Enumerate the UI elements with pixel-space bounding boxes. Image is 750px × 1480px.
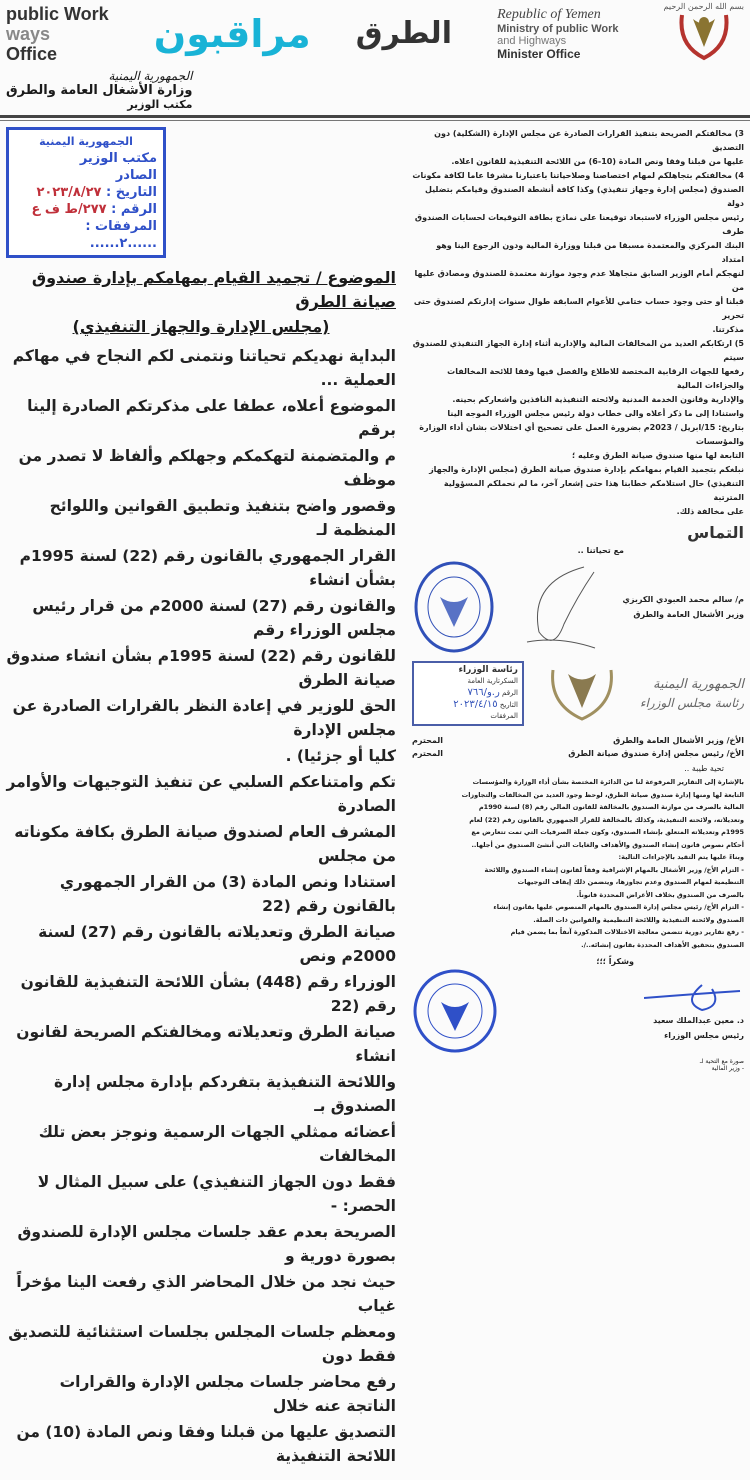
text-line: التابعة لها ومنها إدارة صندوق صيانة الطرق، لوحظ وجود العديد من المخالفات والتجاوزات [461, 790, 744, 799]
letterhead [0, 0, 750, 118]
text-line: عليها من قبلنا وفقا ونص المادة (10-6) من اللائحة التنفيذية للقانون اعلاه. [451, 157, 744, 166]
outgoing-stamp [6, 127, 166, 258]
stamp-text: الصادر [115, 168, 157, 183]
text-line: رفعها للجهات الرقابية المختصة للاطلاع والفصل فيها وفقا للائحة المخالفات والجزاءات المالية [447, 367, 744, 390]
watermark-logo: مراقبون [153, 11, 311, 56]
letter1-signer-name: م/ سالم محمد العبودي الكربزي [622, 595, 744, 604]
stamp-text: السكرتارية العامة [467, 677, 518, 685]
text-line: أعضائه ممثلي الجهات الرسمية ونوجز بعض تلك المخالفات [38, 1123, 396, 1165]
header-ar-block [6, 69, 192, 111]
header-ar-ministry: وزارة الأشغال العامة والطرق [6, 83, 193, 98]
right-letters [412, 127, 744, 1470]
pm-header [640, 677, 744, 710]
text-line: والإدارية وقانون الخدمة المدنية ولائحته التنفيذية النافذين واشعاركم بحينه. [452, 395, 744, 404]
text-line: لنهجكم أمام الوزير السابق متجاهلا عدم وجود موازنة معتمدة للصندوق ومصادق عليها من [414, 269, 744, 292]
value: ٢٧٧/ط ف ع [31, 202, 107, 217]
letter2-signer-title: رئيس مجلس الوزراء [664, 1031, 744, 1040]
letter2-thanks: وشكراً ؛؛؛ [596, 957, 634, 966]
stamp-attachments: المرفقات [490, 712, 518, 720]
subject-line2: (مجلس الإدارة والجهاز التنفيذي) [72, 317, 330, 336]
text-line: قبلنا أو حتى وجود حساب ختامي للأعوام السابقة طوال سنوات إدارتكم لصندوق حتى تحرير [413, 297, 744, 320]
header-fragment: public Work [6, 3, 109, 24]
stamp-text: مكتب الوزير [79, 151, 157, 166]
header-en-ministry2: and Highways [497, 34, 567, 47]
document-collage [0, 121, 750, 1480]
text-line: التنظيمية لمهام الصندوق وعدم تجاوزها، ويتضمن ذلك إيقاف التوجيهات [517, 878, 744, 886]
text-line: فقط دون الجهاز التنفيذي) على سبيل المثال لا الحصر: - [37, 1173, 396, 1215]
text-line: الصريحة بعدم عقد جلسات مجلس الإدارة للصندوق بصورة دورية و [17, 1223, 396, 1265]
text-line: وبناءً عليها يتم التقيد بالإجراءات التالية: [618, 853, 744, 861]
text-line: الصندوق (مجلس إدارة وجهاز تنفيذي) وكذا كافة أنشطة الصندوق وقيامكم بتضليل دولة [425, 185, 744, 208]
text-line: 4) مخالفتكم بتجاهلكم لمهام اختصاصنا وصلاحياتنا باعتبارنا مشرفا عاما لكافة مكونات [412, 171, 744, 180]
header-overlay-word: الطرق [355, 16, 452, 51]
label: التاريخ [499, 701, 518, 709]
subject-line: الموضوع / تجميد القيام بمهامكم بإدارة صندوق صيانة الطرق [31, 268, 396, 311]
text-line: بتاريخ: 15/ابريل / 2023م بضرورة العمل على تصحيح أي اختلالات بشان أداء الوزارة والمؤسسات [419, 423, 744, 446]
letter2-signer-name: د. معين عبدالملك سعيد [653, 1016, 744, 1025]
text-line: الموضوع أعلاه، عطفا على مذكرتكم الصادرة إلينا برقم [27, 397, 396, 439]
stamp-date [418, 699, 518, 711]
header-en-office: Minister Office [497, 46, 581, 61]
pm-office: رئاسة مجلس الوزراء [639, 696, 744, 710]
letter2-signature-block [412, 968, 744, 1054]
value: ر.و/٧٦٦ [467, 687, 500, 698]
text-line: ومعظم جلسات المجلس بجلسات استثنائية للتصديق فقط دون [8, 1323, 396, 1365]
ministry-seal-icon [412, 559, 496, 655]
value: ......٢...... [89, 236, 157, 251]
text-line: م والمتضمنة لتهكمكم وجهلكم وألفاظ لا تصدر من موظف [18, 447, 396, 489]
stamp-number [418, 687, 518, 699]
letter1-signer-title: وزير الأشغال العامة والطرق [633, 610, 744, 619]
greeting: البداية نهديكم تحياتنا ونتمنى لكم النجاح في مهاكم العملية ... [12, 347, 396, 389]
text-line: الصندوق بتحقيق الأهداف المحددة بقانون إنشائه../. [581, 940, 744, 949]
text-line: البنك المركزي والمعتمدة مسبقا من قبلنا ووزارة المالية ودون الرجوع الينا وهو امتداد [436, 241, 744, 264]
text-line: وتعديلاته، ولائحته التنفيذية، وكذلك بالمخالفة للقرار الجمهوري بالقانون رقم (22) لعام [469, 815, 744, 824]
label: الرقم [502, 689, 518, 697]
text-line: والقانون رقم (27) لسنة 2000م من قرار رئيس مجلس الوزراء رقم [32, 597, 396, 639]
text-line: التنفيذي) حال استلامكم خطابنا هذا حتى إشعار آخر، ما لم نحملكم المسؤولية المترتبة [443, 479, 744, 502]
text-line: الوزراء رقم (448) بشأن اللائحة التنفيذية للقانون رقم (22 [20, 973, 396, 1015]
text-line: الصندوق ولائحته التنفيذية واللائحة التنظيمية والقوانين ذات الصلة. [533, 915, 744, 924]
pm-country: الجمهورية اليمنية [652, 677, 744, 692]
copy-recipient: - وزير المالية [711, 1065, 744, 1072]
text-line: وقصور واضح بتنفيذ وتطبيق القوانين واللوائح المنظمة لـ [49, 497, 396, 539]
signature [519, 562, 599, 652]
text-line: رفع محاضر جلسات مجلس الإدارة والقرارات الناتجة عنه خلال [59, 1373, 396, 1415]
text-line: - التزام الأخ/ وزير الأشغال بالمهام الإشرافية وفقاً لقانون إنشاء الصندوق واللائحة [484, 865, 744, 874]
stamp-text: الجمهورية اليمنية [39, 135, 133, 148]
label: المرفقات : [85, 219, 157, 234]
copy-label: صورة مع التحية لـ [699, 1058, 744, 1065]
text-line: حيث نجد من خلال المحاضر الذي رفعت الينا مؤخراً غياب [16, 1273, 396, 1315]
text-line: 3) مخالفتكم الصريحة بتنفيذ القرارات الصادرة عن مجلس الإدارة (الشكلية) دون التصديق [434, 129, 744, 152]
text-line: للقانون رقم (22) لسنة 1995م بشأن انشاء صندوق صيانة الطرق [6, 647, 396, 689]
pm-letterhead-row [412, 661, 744, 726]
stamp-text: رئاسة الوزراء [458, 665, 518, 675]
stamp-number [15, 201, 157, 218]
incoming-stamp [412, 661, 524, 726]
text-line: الحق للوزير في إعادة النظر بالقرارات الصادرة عن مجلس الإدارة [12, 697, 396, 739]
letter2-body [412, 776, 744, 951]
text-line: مذكرتنا. [712, 325, 744, 334]
text-line: - رفع تقارير دورية تتضمن معالجة الاختلالات المذكورة آنفاً بما يضمن قيام [510, 928, 744, 936]
header-en-ministry: Ministry of public Work [497, 22, 619, 35]
background-header-en [6, 4, 109, 64]
letter1-body [412, 127, 744, 519]
letter2-salutation: تحية طيبة .. [684, 764, 724, 773]
header-en-block [497, 7, 618, 61]
letter2-signer [644, 982, 744, 1040]
header-ar-country: الجمهورية اليمنية [108, 69, 193, 83]
text-line: صيانة الطرق وتعديلاته بالقانون رقم (27) لسنة 2000م ونص [38, 923, 396, 965]
signature [644, 982, 744, 1012]
yemen-emblem-icon [549, 666, 615, 722]
left-letter [6, 127, 396, 1470]
text-line: تكم وامتناعكم السلبي عن تنفيذ التوجيهات والأوامر الصادرة [6, 773, 396, 815]
text-line: 1995م وتعديلاته المتعلق بإنشاء الصندوق، وكون جملة الصرفيات التي تمت تتعارض مع [471, 828, 744, 836]
text-line: التصديق عليها من قبلنا وفقا ونص المادة (10) من اللائحة التنفيذية [16, 1423, 396, 1465]
overlay-fragment: التماس [687, 523, 744, 542]
text-line: التابعة لها منها صندوق صيانة الطرق وعليه ؛ [572, 451, 744, 460]
letter2 [412, 736, 744, 1072]
letter2-recipient-row [412, 749, 744, 758]
value: ٢٠٢٣/٤/١٥ [453, 699, 498, 710]
text-line: واستنادا إلى ما ذكر أعلاه والى خطاب دولة رئيس مجلس الوزراء الموجه الينا [447, 409, 744, 418]
value: ٢٠٢٣/٨/٢٧ [36, 185, 102, 200]
text-line: رئيس مجلس الوزراء لاستبعاد توقيعنا على نماذج بطاقة التوقيعات لحسابات الصندوق طرف [414, 213, 744, 236]
text-line: القرار الجمهوري بالقانون رقم (22) لسنة 1995م بشأن انشاء [19, 547, 396, 589]
text-line: 5) ارتكابكم العديد من المخالفات المالية والإدارية أثناء إدارة الجهاز التنفيذي للصندوق سيتم [412, 339, 744, 362]
header-fragment: ways [6, 23, 51, 44]
pm-seal-icon [412, 968, 498, 1054]
header-emblem-block [664, 2, 744, 65]
letter1-closing: مع تحياتنا .. [577, 546, 624, 555]
stamp-date [15, 184, 157, 201]
text-line: بالصرف من الصندوق بخلاف الأغراض المحددة قانوناً. [576, 890, 744, 899]
text-line: أحكام نصوص قانون إنشاء الصندوق والأهداف والغايات التي أنشئ الصندوق من أجلها.. [471, 840, 744, 849]
letter2-recipient1: الأخ/ وزير الأشغال العامة والطرق [613, 736, 744, 745]
letter2-recipient2: الأخ/ رئيس مجلس إدارة صندوق صيانة الطرق [568, 749, 744, 758]
label: الرقم : [111, 202, 157, 217]
text-line: صيانة الطرق وتعديلاته ومخالفتكم الصريحة لقانون انشاء [16, 1023, 396, 1065]
header-en-country: Republic of Yemen [497, 6, 601, 22]
basmala: بسم الله الرحمن الرحيم [663, 2, 744, 11]
text-line: استنادا ونص المادة (3) من القرار الجمهوري بالقانون رقم (22 [59, 873, 396, 915]
letter1-signature-block [412, 559, 744, 655]
text-line: نبلغكم بتجميد القيام بمهامكم بإدارة صندوق صيانة الطرق (مجلس الإدارة والجهاز [429, 465, 744, 474]
text-line: - التزام الأخ/ رئيس مجلس إدارة الصندوق بالمهام المنصوص عليها بقانون إنشاء [493, 903, 744, 911]
label: التاريخ : [106, 185, 157, 200]
yemen-emblem-icon [676, 11, 732, 61]
honorific: المحترم [412, 736, 443, 745]
text-line: كليا أو جزئيا) . [285, 747, 396, 765]
stamp-attachments [15, 218, 157, 252]
text-line: واللائحة التنفيذية بتفردكم بإدارة مجلس إدارة الصندوق بـ [53, 1073, 396, 1115]
letter2-recipient-row [412, 736, 744, 745]
text-line: بالإشارة إلى التقارير المرفوعة لنا من الدائرة المختصة بشأن أداء الوزارة والمؤسسات [472, 778, 744, 786]
text-line: على مخالفة ذلك. [676, 507, 744, 516]
text-line: المالية بالصرف من موازنة الصندوق بالمخالفة للقانون المالي رقم (8) لسنة 1990م [478, 803, 744, 811]
letter-large-body [6, 394, 396, 1468]
header-fragment: Office [6, 43, 58, 64]
letter1-signer [623, 595, 744, 619]
honorific: المحترم [412, 749, 443, 758]
text-line: المشرف العام لصندوق صيانة الطرق بكافة مكوناته من مجلس [14, 823, 396, 865]
header-ar-office: مكتب الوزير [127, 98, 193, 111]
